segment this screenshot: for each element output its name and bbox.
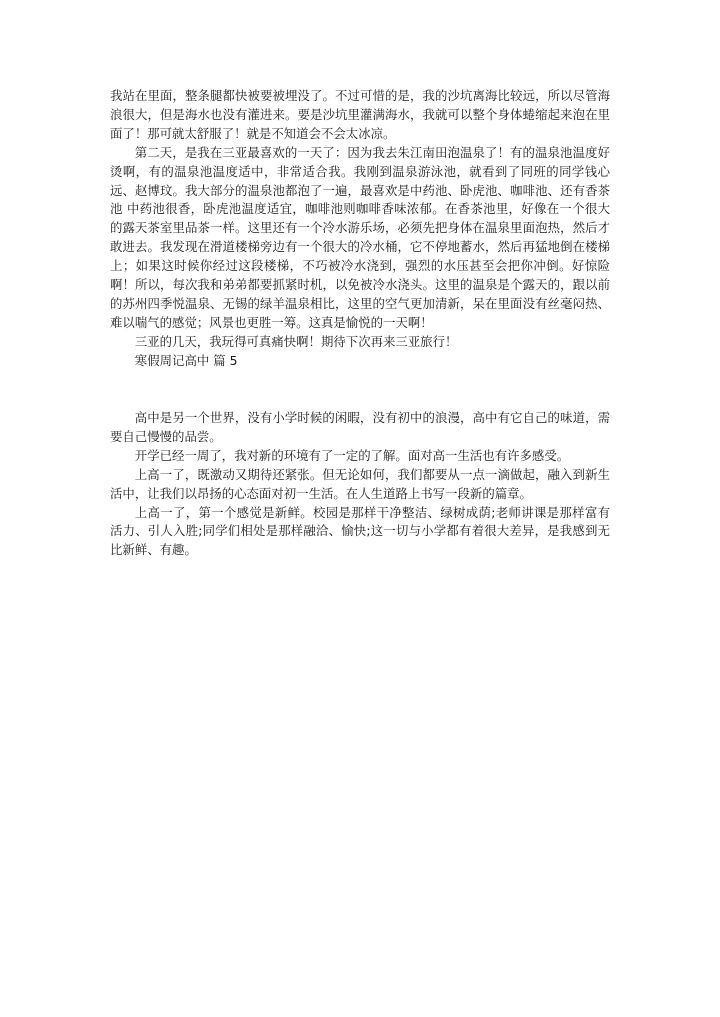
paragraph-hot-springs: 第二天，是我在三亚最喜欢的一天了：因为我去朱江南田泡温泉了！有的温泉池温度好烫啊，有的温泉池温度适中，非常适合我。我刚到温泉游泳池，就看到了同班的同学钱心远、赵博玟。我大部分的温泉池都泡了一遍，最喜欢是中药池、卧虎池、咖啡池、还有香茶池 中药池很香，卧虎池温度适宜，咖啡池则咖啡香味浓郁。在香茶池里，好像在一个很大的露天茶室里品茶一样。这里还有一个冷水游乐场，必须先把身体在温泉里面泡热，然后才敢进去。我发现在滑道楼梯旁边有一个很大的冷水桶，它不停地蓄水，然后再猛地倒在楼梯上；如果这时候你经过这段楼梯，不巧被冷水浇到，强烈的水压甚至会把你冲倒。好惊险啊！所以，每次我和弟弟都要抓紧时机，以免被冷水浇头。这里的温泉是个露天的，跟以前的苏州四季悦温泉、无锡的绿羊温泉相比，这里的空气更加清新，呆在里面没有丝毫闷热、难以喘气的感觉；风景也更胜一筹。这真是愉悦的一天啊！ — [110, 144, 610, 330]
paragraph-first-week: 开学已经一周了，我对新的环境有了一定的了解。面对高一生活也有许多感受。 — [134, 447, 570, 463]
paragraph-freshness: 上高一了，第一个感觉是新鲜。校园是那样干净整洁、绿树成荫;老师讲课是那样富有活力、引人入胜;同学们相处是那样融洽、愉快;这一切与小学都有着很大差异，是我感到无比新鲜、有趣。 — [110, 504, 610, 558]
paragraph-sanya-conclusion: 三亚的几天，我玩得可真痛快啊！期待下次再来三亚旅行！ — [134, 333, 458, 349]
essay-section-high-school — [110, 409, 610, 560]
essay-section-sanya — [110, 87, 610, 371]
paragraph-sand-pit: 我站在里面，整条腿都快被要被埋没了。不过可惜的是，我的沙坑离海比较远，所以尽管海浪很大，但是海水也没有灌进来。要是沙坑里灌满海水，我就可以整个身体蜷缩起来泡在里面了！那可就太舒服了！就是不知道会不会太冰凉。 — [110, 88, 610, 141]
paragraph-excited-nervous: 上高一了，既激动又期待还紧张。但无论如何，我们都要从一点一滴做起，融入到新生活中，让我们以昂扬的心态面对初一生活。在人生道路上书写一段新的篇章。 — [110, 466, 610, 501]
section-heading: 寒假周记高中 篇 5 — [134, 352, 238, 368]
paragraph-high-school-world: 高中是另一个世界，没有小学时候的闲暇，没有初中的浪漫，高中有它自己的味道，需要自己慢慢的品尝。 — [110, 410, 610, 444]
